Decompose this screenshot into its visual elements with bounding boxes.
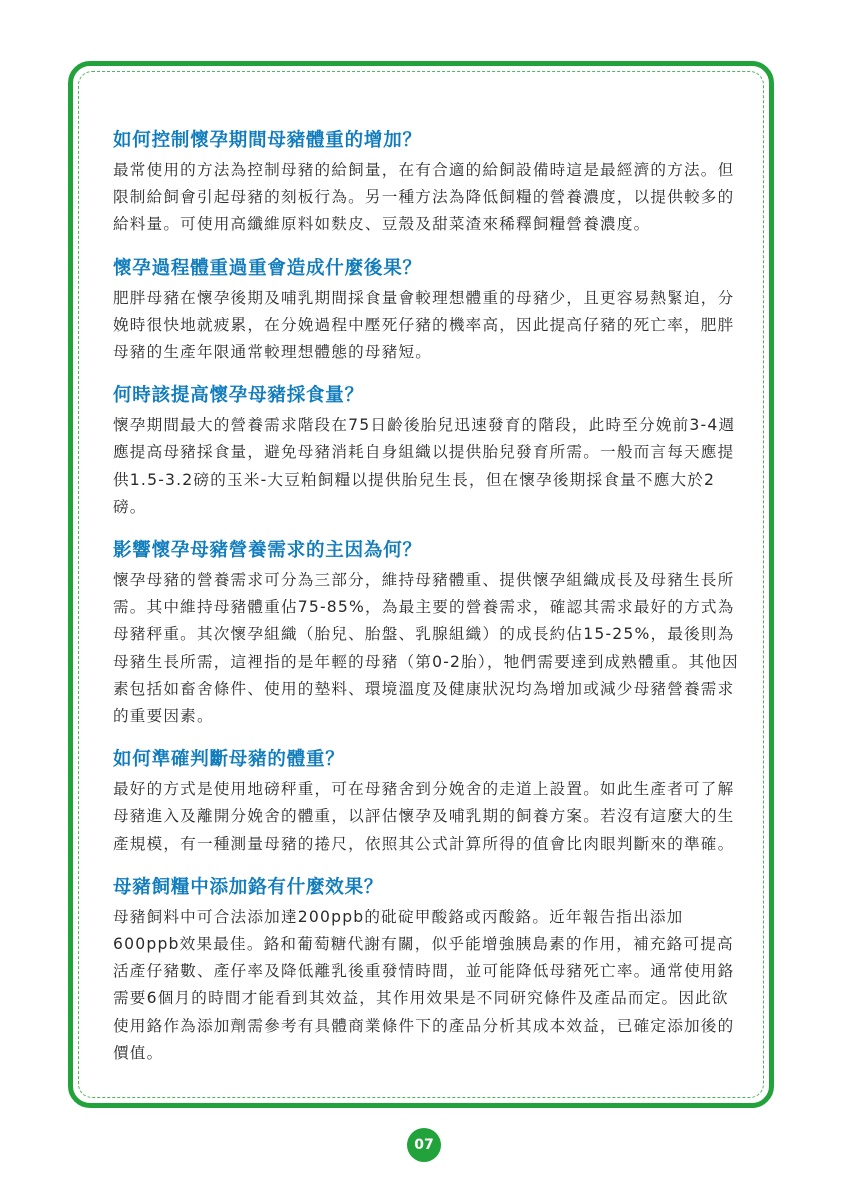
section-weight-control [113, 128, 745, 239]
section-overweight-consequences [113, 256, 745, 367]
section-heading: 如何準確判斷母豬的體重？ [113, 749, 345, 771]
section-heading: 何時該提高懷孕母豬採食量？ [113, 385, 364, 407]
section-heading: 母豬飼糧中添加鉻有什麼效果？ [113, 876, 384, 898]
section-body: 最常使用的方法為控制母豬的給飼量，在有合適的給飼設備時這是最經濟的方法。但限制給飼會引起母豬的刻板行為。另一種方法為降低飼糧的營養濃度，以提供較多的給料量。可使用高纖維原料如麩皮、豆殼及甜菜渣來稀釋飼糧營養濃度。 [113, 161, 735, 234]
section-chromium [113, 875, 745, 1067]
section-heading: 懷孕過程體重過重會造成什麼後果？ [113, 257, 422, 279]
section-body: 懷孕母豬的營養需求可分為三部分，維持母豬體重、提供懷孕組織成長及母豬生長所需。其中維持母豬體重佔75-85%，為最主要的營養需求，確認其需求最好的方式為母豬秤重。其次懷孕組織（胎兒、胎盤、乳腺組織）的成長約佔15-25%，最後則為母豬生長所需，這裡指的是年輕的母豬（第0-2胎），牠們需要達到成熟體重。其他因素包括如畜舍條件、使用的墊料、環境溫度及健康狀況均為增加或減少母豬營養需求的重要因素。 [113, 571, 739, 726]
page-number-badge: 07 [407, 1128, 441, 1162]
section-weigh-sow [113, 747, 745, 858]
section-heading: 影響懷孕母豬營養需求的主因為何？ [113, 540, 422, 562]
section-nutrition-factors [113, 538, 745, 730]
section-heading: 如何控制懷孕期間母豬體重的增加？ [113, 130, 422, 151]
section-body: 懷孕期間最大的營養需求階段在75日齡後胎兒迅速發育的階段，此時至分娩前3-4週應提高母豬採食量，避免母豬消耗自身組織以提供胎兒發育所需。一般而言每天應提供1.5-3.2磅的玉米-大豆粕飼糧以提供胎兒生長，但在懷孕後期採食量不應大於2磅。 [113, 416, 736, 516]
section-body: 母豬飼料中可合法添加達200ppb的砒碇甲酸鉻或丙酸鉻。近年報告指出添加600ppb效果最佳。鉻和葡萄糖代謝有關，似乎能增強胰島素的作用，補充鉻可提高活產仔豬數、產仔率及降低離乳後重發情時間，並可能降低母豬死亡率。通常使用鉻需要6個月的時間才能看到其效益，其作用效果是不同研究條件及產品而定。因此欲使用鉻作為添加劑需參考有具體商業條件下的產品分析其成本效益，已確定添加後的價值。 [113, 907, 735, 1062]
section-increase-feed-intake [113, 383, 745, 521]
article-content [113, 128, 745, 1084]
section-body: 肥胖母豬在懷孕後期及哺乳期間採食量會較理想體重的母豬少，且更容易熱緊迫，分娩時很快地就疲累，在分娩過程中壓死仔豬的機率高，因此提高仔豬的死亡率，肥胖母豬的生產年限通常較理想體態的母豬短。 [113, 288, 735, 362]
section-body: 最好的方式是使用地磅秤重，可在母豬舍到分娩舍的走道上設置。如此生產者可了解母豬進入及離開分娩舍的體重，以評估懷孕及哺乳期的飼養方案。若沒有這麼大的生產規模，有一種測量母豬的捲尺，依照其公式計算所得的值會比肉眼判斷來的準確。 [113, 780, 735, 853]
